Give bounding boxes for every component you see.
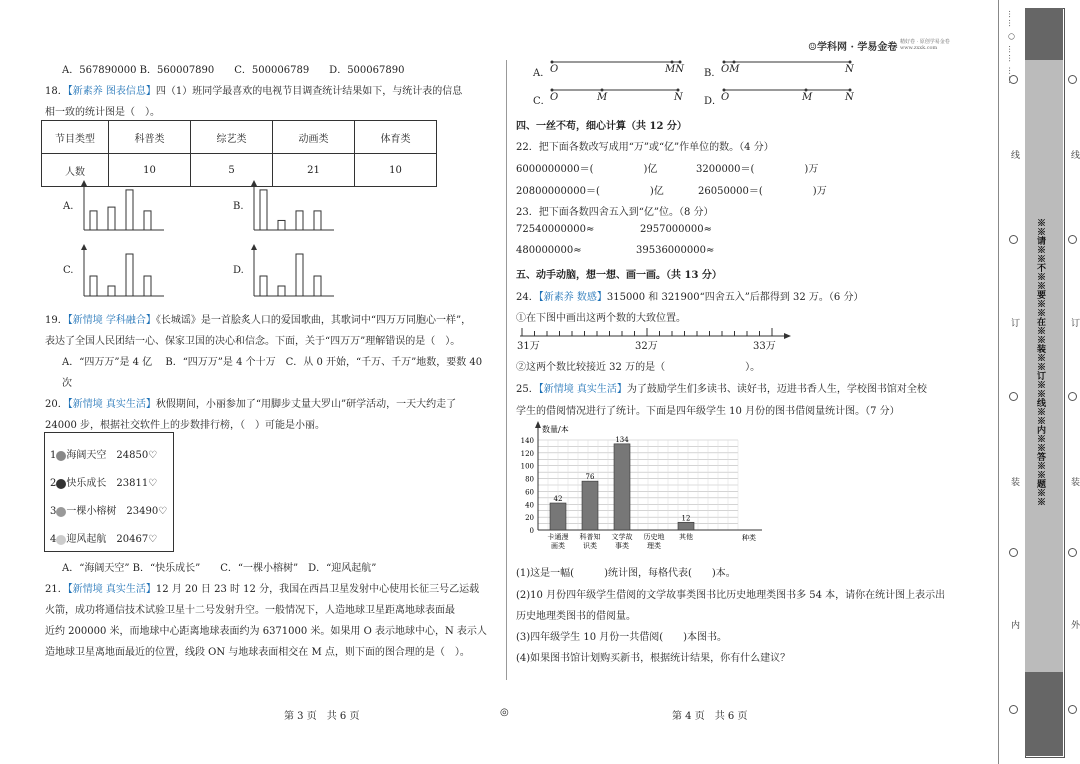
mini-bar xyxy=(296,211,303,230)
option-d-label: D. xyxy=(233,265,244,276)
q21-line2: 火箭，成功将通信技术试验卫星十二号发射升空。一般情况下，人造地球卫星距离地球表面最 xyxy=(45,605,455,616)
y-tick-label: 20 xyxy=(525,514,534,523)
binding-mark: 外 xyxy=(1069,620,1079,629)
logo-icon: ☺ xyxy=(808,42,817,53)
bar-value-label: 76 xyxy=(585,473,595,482)
mini-bar xyxy=(260,276,267,296)
point-n: N xyxy=(674,92,683,103)
mini-chart-a xyxy=(80,178,170,234)
binding-mark: 装 xyxy=(1009,477,1019,486)
q24-tag: 【新素养 数感】 xyxy=(538,292,607,303)
q19-tag: 【新情境 学科融合】 xyxy=(67,315,156,326)
q25-part2b: 历史地理类图书的借阅量。 xyxy=(516,611,636,622)
q23-item: 2957000000≈ xyxy=(640,224,713,235)
mini-bar xyxy=(90,276,97,296)
y-tick-label: 140 xyxy=(520,437,534,445)
q21-line3: 近约 200000 米，而地球中心距离地球表面约为 6371000 米。如果用 O 表示地球中心，N 表示人 xyxy=(45,626,487,637)
punch-hole-marker xyxy=(1068,235,1077,244)
column-divider xyxy=(506,60,507,680)
table-cell: 10 xyxy=(109,154,191,187)
library-bar-chart xyxy=(510,420,770,560)
x-tick-label: 卡通漫 xyxy=(547,533,569,541)
binding-warning: ※※请※※不※※要※※在※※装※※订※※线※※内※※答※※题※※ xyxy=(1035,218,1045,506)
table-cell: 21 xyxy=(273,154,355,187)
binding-mark: 内 xyxy=(1009,620,1019,629)
rank-row: 3 一棵小榕树 23490♡ xyxy=(50,506,168,517)
punch-hole-marker xyxy=(1009,705,1018,714)
y-tick-label: 100 xyxy=(520,462,534,471)
q18-line2: 相一致的统计图是（ ）。 xyxy=(45,107,160,118)
mini-bar xyxy=(126,254,133,296)
x-tick-label: 历史地 xyxy=(643,533,665,541)
y-axis-arrow xyxy=(81,244,87,250)
q23-title: 23．把下面各数四舍五入到“亿”位。（8 分） xyxy=(516,207,714,218)
table-header: 动画类 xyxy=(273,121,355,154)
q24-part1: ①在下图中画出这两个数的大致位置。 xyxy=(516,313,686,324)
bar xyxy=(550,503,566,530)
opt-b-label: B． xyxy=(704,68,722,79)
q17-options: A．567890000 B．560007890 C．500006789 D．500067890 xyxy=(62,65,405,76)
y-axis-arrow xyxy=(535,421,541,428)
q22-item: 3200000＝( )万 xyxy=(696,164,819,175)
y-tick-label: 0 xyxy=(529,527,534,535)
table-header: 综艺类 xyxy=(191,121,273,154)
option-b-label: B. xyxy=(233,201,244,212)
x-axis-label: 种类 xyxy=(742,534,756,542)
q18-line1: 18．【新素养 图表信息】四（1）班同学最喜欢的电视节目调查统计结果如下，与统计表的信息 xyxy=(45,86,463,97)
mini-bar xyxy=(108,207,115,230)
site-logo: ☺学科网 · 学易金卷 xyxy=(808,42,898,53)
y-tick-label: 40 xyxy=(525,501,534,510)
table-header: 科普类 xyxy=(109,121,191,154)
avatar-icon xyxy=(56,507,66,517)
punch-hole-marker xyxy=(1068,705,1077,714)
mini-bar xyxy=(144,211,151,230)
q25-tag: 【新情境 真实生活】 xyxy=(538,384,627,395)
q19-line3: A．“四万万”是 4 亿 B．“四万万”是 4 个十万 C．从 0 开始，“千万、千万”地数，要数 40 xyxy=(62,357,483,368)
option-a-label: A. xyxy=(63,201,74,212)
punch-hole-marker xyxy=(1009,548,1018,557)
punch-hole-marker xyxy=(1068,548,1077,557)
bar-value-label: 12 xyxy=(681,514,691,523)
q21-line1: 21．【新情境 真实生活】12 月 20 日 23 时 12 分，我国在西昌卫星发射中心使用长征三号乙运载 xyxy=(45,584,480,595)
mini-chart-d xyxy=(250,242,340,300)
avatar-icon xyxy=(56,535,66,545)
segment-d xyxy=(720,86,860,110)
q22-title: 22．把下面各数改写成用“万”或“亿”作单位的数。（4 分） xyxy=(516,142,774,153)
mini-bar xyxy=(260,190,267,230)
mini-bar xyxy=(296,254,303,296)
q25-part1: (1)这是一幅( )统计图，每格代表( )本。 xyxy=(516,568,736,579)
punch-hole-marker xyxy=(1068,392,1077,401)
q22-item: 20800000000＝( )亿 xyxy=(516,186,664,197)
q22-item: 26050000＝( )万 xyxy=(698,186,827,197)
page-footer-right: 第 4 页 共 6 页 xyxy=(672,711,748,722)
q20-line1: 20．【新情境 真实生活】秋假期间，小丽参加了“用脚步丈量大罗山”研学活动，一天大约走了 xyxy=(45,399,457,410)
punch-hole-marker xyxy=(1009,75,1018,84)
binding-mark: 装 xyxy=(1069,477,1079,486)
point-om: OM xyxy=(721,64,740,75)
section-5-title: 五、动手动脑，想一想、画一画。（共 13 分） xyxy=(516,270,722,281)
point-n: N xyxy=(845,64,854,75)
q25-line1: 25．【新情境 真实生活】为了鼓励学生们多读书、读好书，迈进书香人生，学校图书馆对全校 xyxy=(516,384,927,395)
q25-line2: 学生的借阅情况进行了统计。下面是四年级学生 10 月份的图书借阅量统计图。（7 分） xyxy=(516,406,900,417)
ruler-label: 33万 xyxy=(753,341,776,352)
segment-b xyxy=(720,58,860,82)
bar-value-label: 42 xyxy=(553,495,563,503)
point-n: N xyxy=(845,92,854,103)
dotted-line: …… ○ …… …… xyxy=(1007,10,1016,85)
mini-bar xyxy=(126,190,133,230)
q23-item: 480000000≈ xyxy=(516,245,582,256)
y-axis-arrow xyxy=(251,244,257,250)
section-4-title: 四、一丝不苟，细心计算（共 12 分） xyxy=(516,121,687,132)
q23-item: 72540000000≈ xyxy=(516,224,595,235)
q23-item: 39536000000≈ xyxy=(636,245,715,256)
survey-table xyxy=(41,120,437,187)
mini-bar xyxy=(108,286,115,296)
y-axis-arrow xyxy=(251,180,257,186)
bar-value-label: 134 xyxy=(615,435,629,444)
y-tick-label: 60 xyxy=(525,488,534,497)
q24-part2: ②这两个数比较接近 32 万的是（ ）。 xyxy=(516,362,761,373)
option-c-label: C. xyxy=(63,265,74,276)
q20-line2: 24000 步，根据社交软件上的步数排行榜，（ ）可能是小丽。 xyxy=(45,420,325,431)
x-tick-label: 文学故 xyxy=(611,533,633,541)
q25-part2a: (2)10 月份四年级学生借阅的文学故事类图书比历史地理类图书多 54 本，请你在统计图上表示出 xyxy=(516,590,946,601)
q19-line4: 次 xyxy=(62,378,72,389)
opt-a-label: A． xyxy=(533,68,551,79)
point-m: M xyxy=(597,92,608,103)
segment-c xyxy=(548,86,688,110)
ruler-label: 31万 xyxy=(517,341,540,352)
center-mark: ◎ xyxy=(500,707,509,718)
table-cell: 10 xyxy=(355,154,437,187)
logo-subtitle: 精好卷 · 原创学易金卷 www.zxxk.com xyxy=(900,39,950,51)
q18-tag: 【新素养 图表信息】 xyxy=(67,86,156,97)
point-o: O xyxy=(721,92,730,103)
point-m: M xyxy=(802,92,813,103)
point-o: O xyxy=(550,64,559,75)
table-header: 节目类型 xyxy=(42,121,109,154)
opt-c-label: C． xyxy=(533,96,551,107)
x-tick-label: 其他 xyxy=(679,533,693,541)
binding-mark: 线 xyxy=(1069,150,1079,159)
q20-tag: 【新情境 真实生活】 xyxy=(67,399,156,410)
bar xyxy=(678,522,694,530)
rank-row: 2 快乐成长 23811♡ xyxy=(50,478,158,489)
strip-dark-bottom xyxy=(1025,672,1063,756)
punch-hole-marker xyxy=(1068,75,1077,84)
table-header: 体育类 xyxy=(355,121,437,154)
avatar-icon xyxy=(56,479,66,489)
mini-bar xyxy=(144,276,151,296)
q20-options: A．“海阔天空” B．“快乐成长” C．“一棵小榕树” D．“迎风起航” xyxy=(62,563,377,574)
rank-row: 1 海阔天空 24850♡ xyxy=(50,450,158,461)
y-tick-label: 80 xyxy=(525,475,534,484)
mini-bar xyxy=(314,211,321,230)
binding-mark: 订 xyxy=(1069,318,1079,327)
table-cell: 5 xyxy=(191,154,273,187)
q25-part4: (4)如果图书馆计划购买新书，根据统计结果，你有什么建议？ xyxy=(516,653,791,664)
binding-mark: 订 xyxy=(1009,318,1019,327)
y-axis-arrow xyxy=(81,180,87,186)
rank-row: 4 迎风起航 20467♡ xyxy=(50,534,158,545)
x-tick-label: 识类 xyxy=(583,542,597,550)
q19-line1: 19．【新情境 学科融合】《长城谣》是一首脍炙人口的爱国歌曲，其歌词中“四万万同胞心一样”， xyxy=(45,315,472,326)
mini-bar xyxy=(278,220,285,230)
mini-bar xyxy=(90,211,97,230)
binding-mark: 线 xyxy=(1009,150,1019,159)
q25-part3: (3)四年级学生 10 月份一共借阅( )本图书。 xyxy=(516,632,728,643)
mini-bar xyxy=(314,276,321,296)
ruler-label: 32万 xyxy=(635,341,658,352)
punch-hole-marker xyxy=(1009,235,1018,244)
mini-chart-c xyxy=(80,242,170,300)
x-tick-label: 画类 xyxy=(551,542,565,550)
mini-chart-b xyxy=(250,178,340,234)
mini-bar xyxy=(278,286,285,296)
bar xyxy=(582,481,598,530)
q19-line2: 表达了全国人民团结一心、保家卫国的决心和信念。下面，关于“四万万”理解错误的是（ ）。 xyxy=(45,336,461,347)
opt-d-label: D． xyxy=(704,96,723,107)
punch-hole-marker xyxy=(1009,392,1018,401)
q21-line4: 造地球卫星离地面最近的位置，线段 ON 与地球表面相交在 M 点，则下面的图合理的是（ ）。 xyxy=(45,647,470,658)
q22-item: 6000000000＝( )亿 xyxy=(516,164,658,175)
avatar-icon xyxy=(56,451,66,461)
x-tick-label: 理类 xyxy=(647,542,661,550)
table-cell: 人数 xyxy=(42,154,109,187)
q21-tag: 【新情境 真实生活】 xyxy=(67,584,156,595)
point-mn: MN xyxy=(665,64,684,75)
bar xyxy=(614,444,630,530)
strip-dark-top xyxy=(1025,8,1063,60)
y-axis-label: 数量/本 xyxy=(542,425,569,434)
point-o: O xyxy=(550,92,559,103)
y-tick-label: 120 xyxy=(520,449,534,458)
page-footer-left: 第 3 页 共 6 页 xyxy=(284,711,360,722)
x-tick-label: 科普知 xyxy=(579,533,601,541)
q24-title: 24．【新素养 数感】315000 和 321900“四舍五入”后都得到 32 万。（6 分） xyxy=(516,292,864,303)
table-header-row xyxy=(42,121,437,154)
x-tick-label: 事类 xyxy=(615,542,629,550)
